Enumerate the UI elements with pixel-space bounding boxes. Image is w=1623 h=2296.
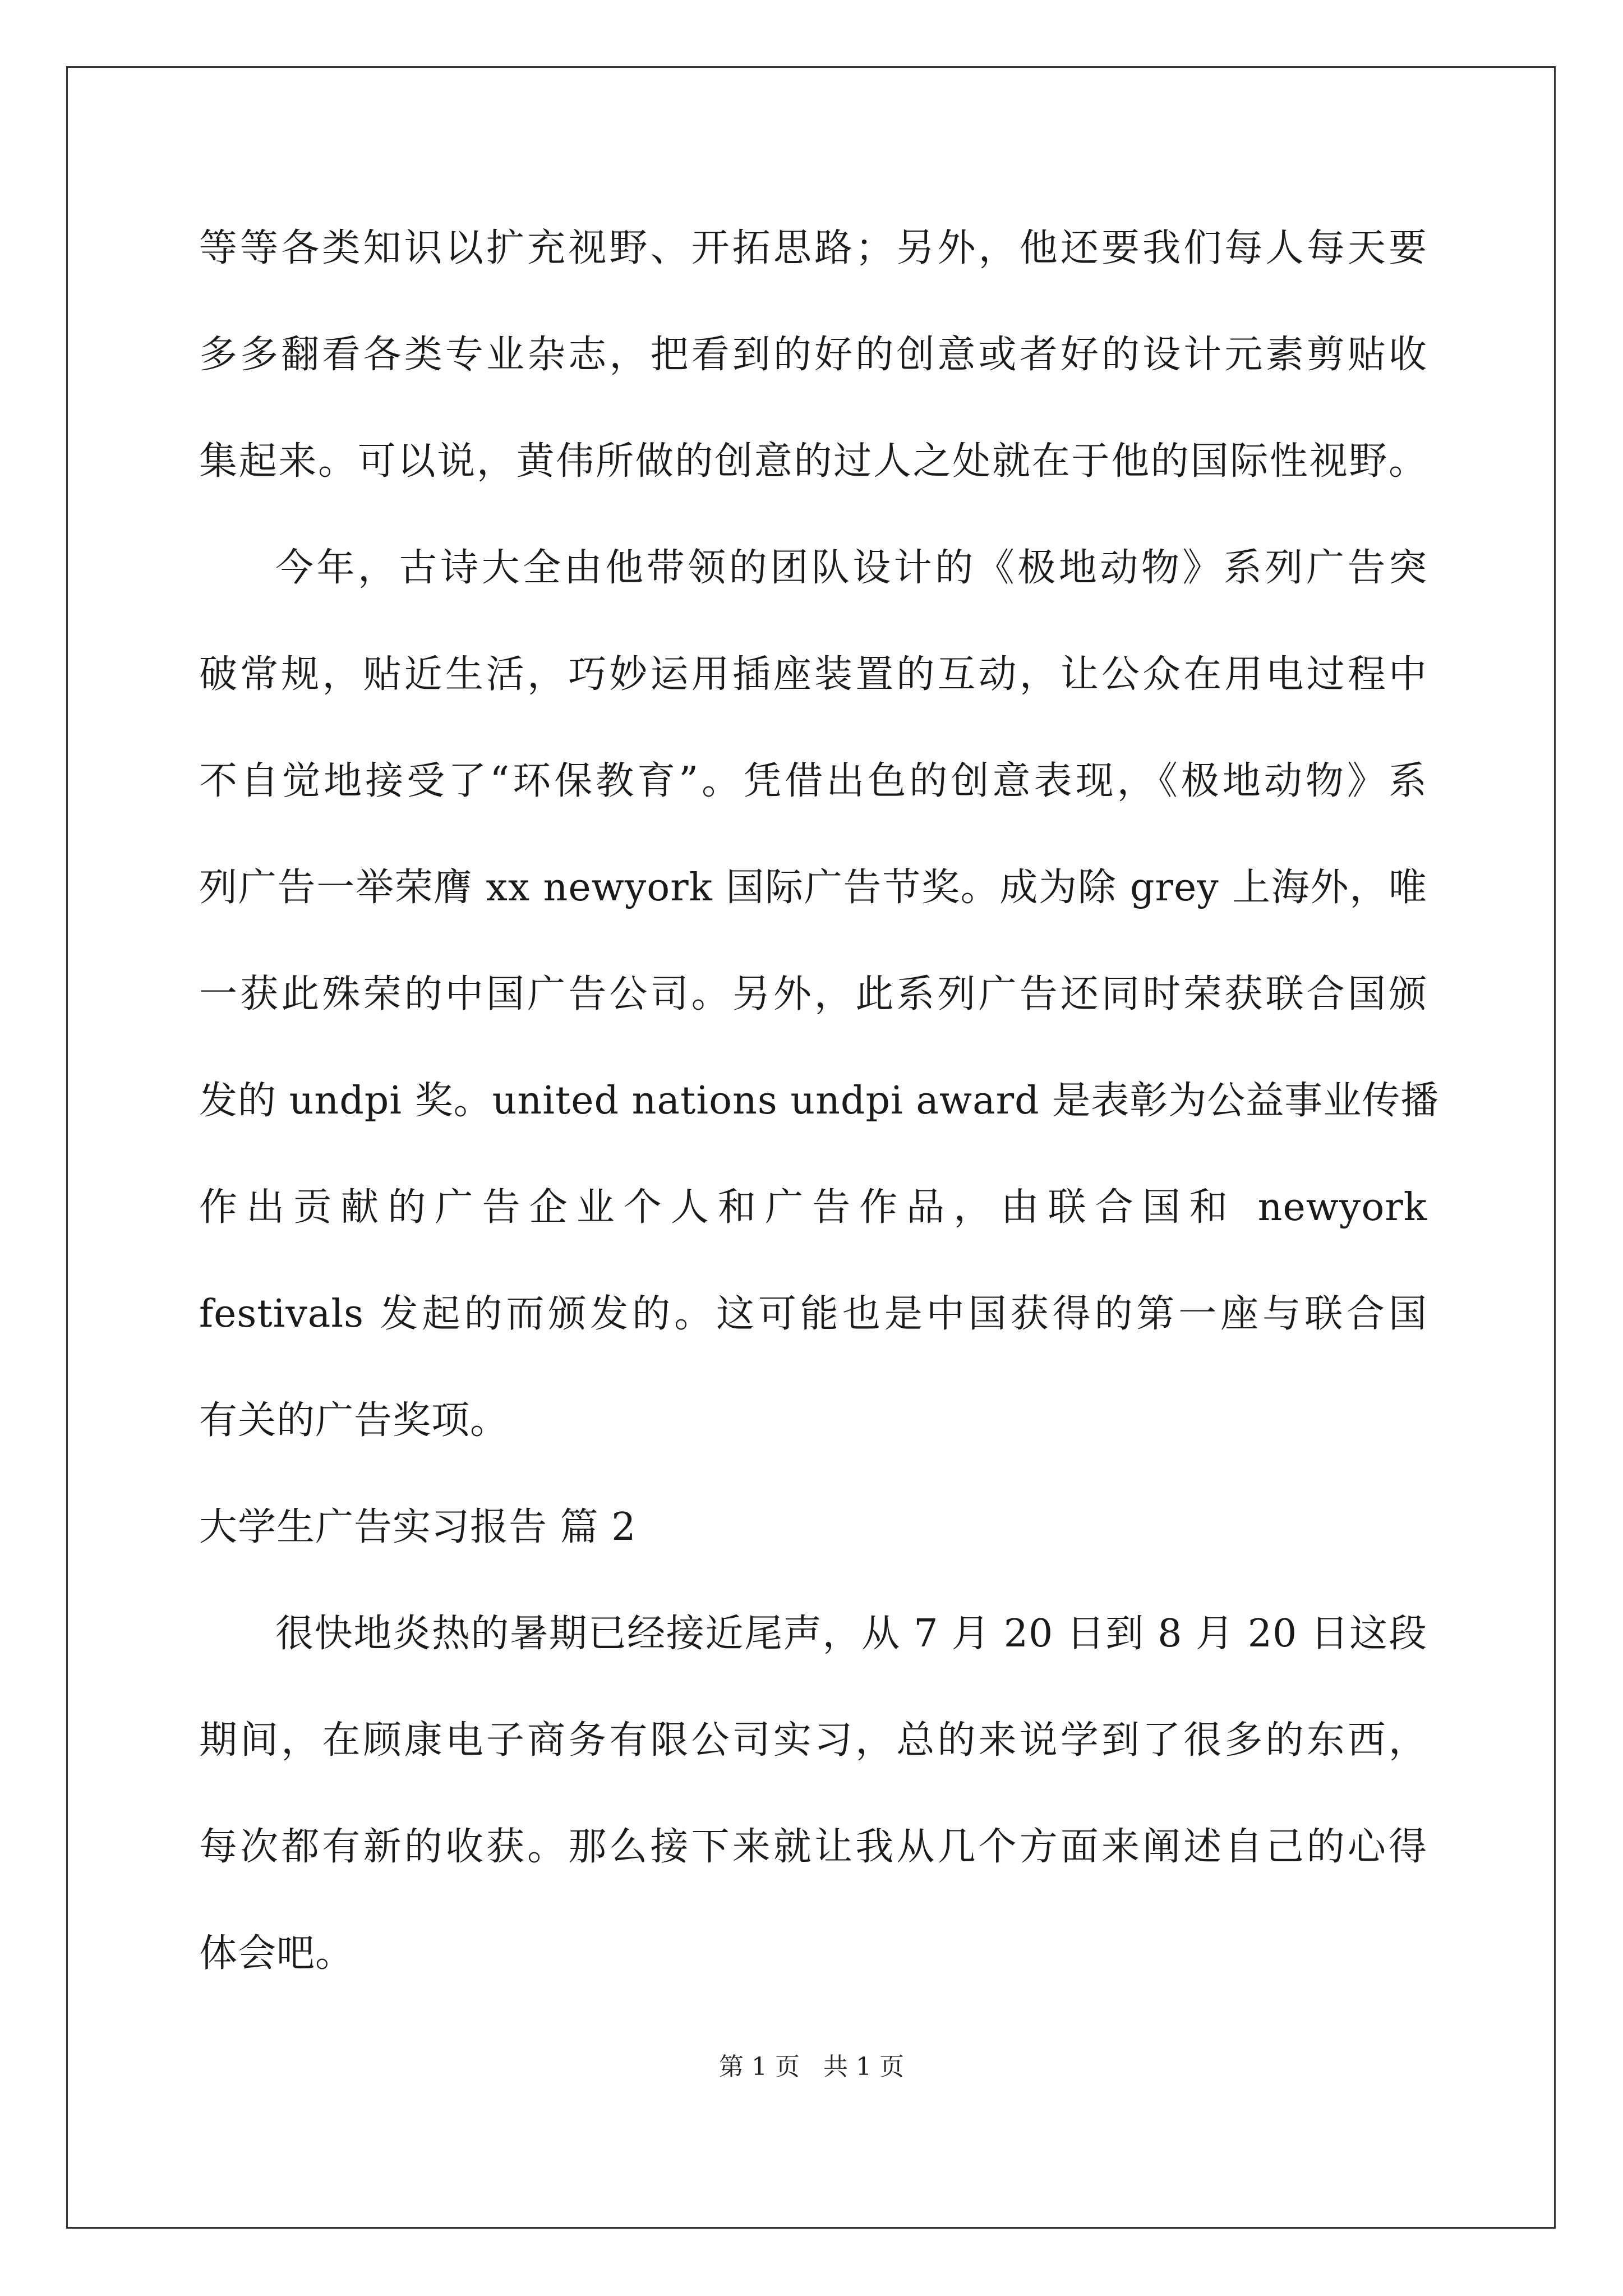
paragraph-line: 期间，在顾康电子商务有限公司实习，总的来说学到了很多的东西， — [199, 1718, 1427, 1763]
paragraph-line: 每次都有新的收获。那么接下来就让我从几个方面来阐述自己的心得 — [199, 1825, 1427, 1869]
page-total: 共 1 页 — [823, 2053, 904, 2081]
paragraph-line: 不自觉地接受了“环保教育”。凭借出色的创意表现，《极地动物》系 — [199, 759, 1427, 803]
paragraph-line: 一获此殊荣的中国广告公司。另外，此系列广告还同时荣获联合国颁 — [199, 972, 1427, 1016]
section-heading: 大学生广告实习报告 篇 2 — [199, 1505, 637, 1549]
page-footer — [0, 2050, 1623, 2084]
paragraph-line: festivals 发起的而颁发的。这可能也是中国获得的第一座与联合国 — [199, 1292, 1427, 1336]
paragraph-line: 作出贡献的广告企业个人和广告作品，由联合国和 newyork — [199, 1185, 1427, 1230]
paragraph-line: 有关的广告奖项。 — [199, 1398, 509, 1443]
paragraph-line: 很快地炎热的暑期已经接近尾声，从 7 月 20 日到 8 月 20 日这段 — [275, 1612, 1427, 1656]
paragraph-line: 集起来。可以说，黄伟所做的创意的过人之处就在于他的国际性视野。 — [199, 439, 1427, 484]
paragraph-line: 发的 undpi 奖。united nations undpi award 是表彰为公益事业传播 — [199, 1079, 1440, 1123]
paragraph-line: 列广告一举荣膺 xx newyork 国际广告节奖。成为除 grey 上海外，唯 — [199, 866, 1427, 910]
paragraph-line: 多多翻看各类专业杂志，把看到的好的创意或者好的设计元素剪贴收 — [199, 333, 1427, 377]
paragraph-line: 等等各类知识以扩充视野、开拓思路；另外，他还要我们每人每天要 — [199, 226, 1427, 270]
paragraph-line: 体会吧。 — [199, 1931, 354, 1976]
page-border — [66, 66, 1556, 2229]
page-number: 第 1 页 — [719, 2053, 800, 2081]
paragraph-line: 今年，古诗大全由他带领的团队设计的《极地动物》系列广告突 — [275, 546, 1427, 590]
paragraph-line: 破常规，贴近生活，巧妙运用插座装置的互动，让公众在用电过程中 — [199, 652, 1427, 697]
